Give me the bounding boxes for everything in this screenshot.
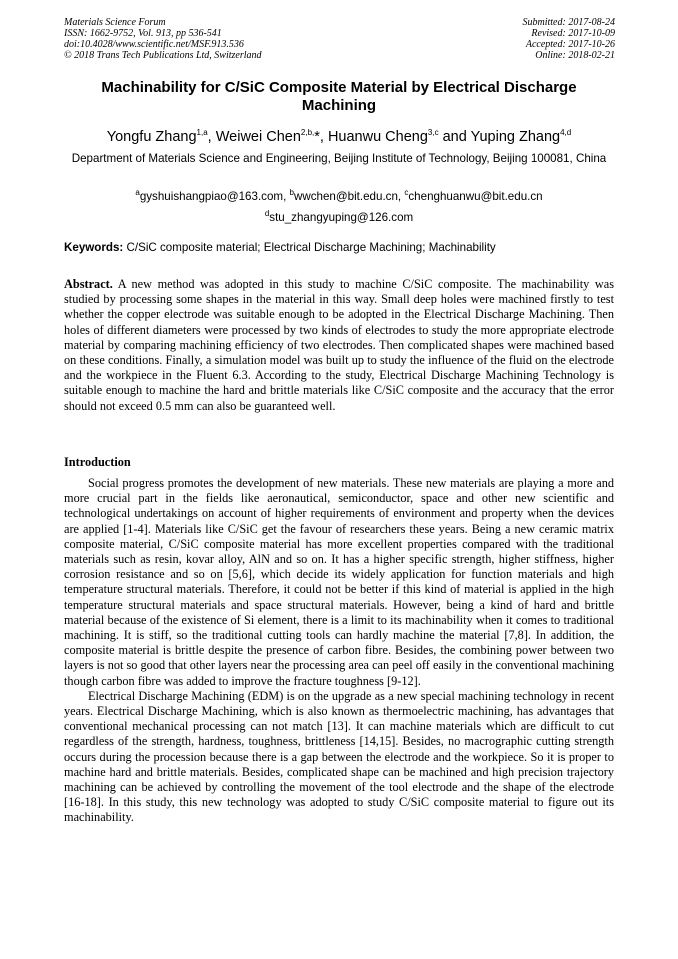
paragraph: Electrical Discharge Machining (EDM) is on the upgrade as a new special machining technology in recent years. Electrical Discharge Machining, which is also known as thermoelectric machining, has advantages that conventional mechanical processing can not match [13]. It can machine materials which are difficult to cut regardless of the strength, hardness, toughness, brittleness [14,15]. Besides, no macrographic cutting strength occurs during the procession because there is a gap between the electrode and the workpiece. So it is proper to machine hard and brittle materials. Besides, complicated shape can be machined and high precision trajectory machining can be achieved by controlling the movement of the tool electrode and the shape of the electrode [16-18]. In this study, this new technology was adopted to study C/SiC composite material to figure out its machinability. xyxy=(64,688,614,825)
keywords xyxy=(64,240,614,256)
email-separator: , xyxy=(397,189,405,203)
email-sup: d xyxy=(264,209,270,218)
author-separator: and xyxy=(438,128,471,145)
author-affil-sup: 2,b, xyxy=(300,128,315,137)
email-line xyxy=(64,185,614,205)
email-address: chenghuanwu@bit.edu.cn xyxy=(408,189,543,203)
introduction-body xyxy=(64,476,614,826)
submitted-date: Submitted: 2017-08-24 xyxy=(522,17,615,28)
author-name: Huanwu Cheng xyxy=(327,128,428,145)
issn-line: ISSN: 1662-9752, Vol. 913, pp 536-541 xyxy=(64,28,222,39)
section-heading: Introduction xyxy=(64,455,131,469)
author-separator: , xyxy=(207,128,216,145)
author-affil-sup: 4,d xyxy=(560,128,572,137)
email-sup: c xyxy=(404,188,409,197)
email-address: wwchen@bit.edu.cn xyxy=(293,189,398,203)
keywords-text: C/SiC composite material; Electrical Discharge Machining; Machinability xyxy=(123,241,496,254)
journal-header xyxy=(64,17,262,61)
abstract-label: Abstract. xyxy=(64,277,113,291)
author-name: Yuping Zhang xyxy=(470,128,561,145)
revised-date: Revised: 2017-10-09 xyxy=(531,28,615,39)
author-affil-sup: 1,a xyxy=(196,128,208,137)
paper-title: Machinability for C/SiC Composite Material by Electrical Discharge Machining xyxy=(101,79,577,114)
email-address: gyshuishangpiao@163.com xyxy=(139,189,284,203)
affiliation: Department of Materials Science and Engineering, Beijing Institute of Technology, Beijing 100081, China xyxy=(71,152,607,165)
paragraph: Social progress promotes the development of new materials. These new materials are playing a more and more crucial part in the fields like aeronautical, semiconductor, space and other new scientific and technological undertakings on account of higher requirements of environment and property when the devices are applied [1-4]. Materials like C/SiC get the favour of researchers these years. Being a new ceramic matrix composite material, C/SiC composite material has more excellent properties compared with the traditional materials such as resin, kovar alloy, AlN and so on. It has a higher specific strength, higher stiffness, higher corrosion resistance and so on [5,6], which decide its widely application for function materials and high temperature structural materials. Therefore, it could not be better if this kind of material is applied in the high temperature structural materials and space structural materials. However, being a kind of hard and brittle material because of the existence of Si element, there is a limit to its machinability when it comes to traditional machining. It is stiff, so the traditional cutting tools can hardly machine the material [7,8]. In addition, the composite material is brittle despite the presence of carbon fibre. Besides, the combining power between two layers is not so good that other layers near the processing area can peel off easily in the conventional machining though carbon fibre was added to improve the fracture toughness [9-12]. xyxy=(64,476,614,688)
abstract xyxy=(64,277,614,414)
author-separator: *, xyxy=(314,128,328,145)
email-sup: a xyxy=(135,188,140,197)
online-date: Online: 2018-02-21 xyxy=(535,50,615,61)
doi-line: doi:10.4028/www.scientific.net/MSF.913.536 xyxy=(64,39,244,50)
email-line xyxy=(64,206,614,226)
dates-header xyxy=(523,17,616,61)
email-sup: b xyxy=(289,188,294,197)
author-list xyxy=(64,124,614,146)
abstract-text: A new method was adopted in this study to machine C/SiC composite. The machinability was studied by processing some shapes in the material in this way. Small deep holes were machined firstly to test whether the copper electrode was suitable enough to be adopted in the Electrical Discharge Machining. Then holes of different diameters were processed by two kinds of electrodes to study the more appropriate electrode material by comparing machining efficiency of two electrodes. Then complicated shapes were machined based on these conditions. Finally, a simulation model was built up to study the influence of the fluid on the electrode and the workpiece in the Fluent 6.3. According to the study, Electrical Discharge Machining Technology is suitable enough to machine the hard and brittle materials like C/SiC composite and the accuracy that the error should not exceed 0.5 mm can also be guaranteed well. xyxy=(64,277,614,413)
copyright-line: © 2018 Trans Tech Publications Ltd, Switzerland xyxy=(64,50,262,61)
author-name: Yongfu Zhang xyxy=(106,128,197,145)
email-address: stu_zhangyuping@126.com xyxy=(269,210,414,224)
author-name: Weiwei Chen xyxy=(215,128,301,145)
journal-name: Materials Science Forum xyxy=(64,17,166,28)
accepted-date: Accepted: 2017-10-26 xyxy=(525,39,615,50)
author-affil-sup: 3,c xyxy=(427,128,439,137)
keywords-label: Keywords: xyxy=(64,241,124,254)
email-separator: , xyxy=(283,189,290,203)
